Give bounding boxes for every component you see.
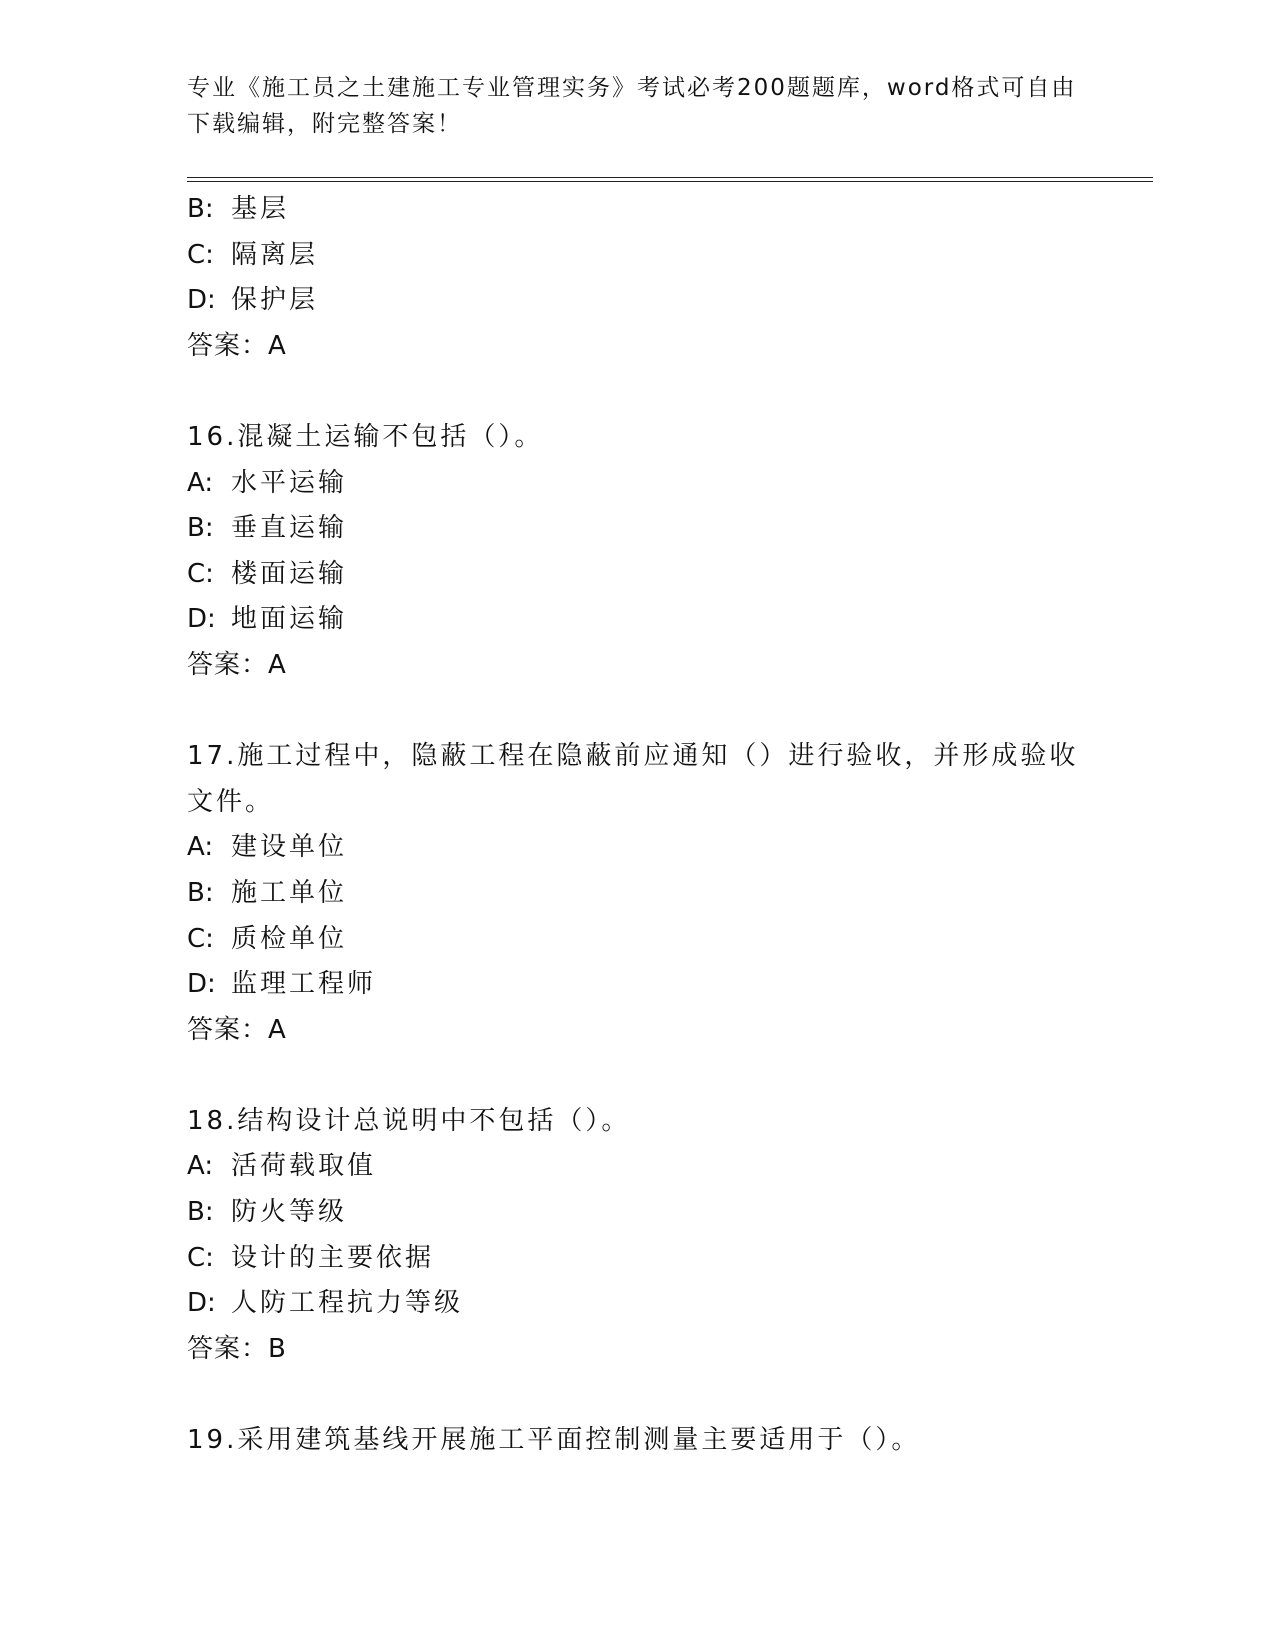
option-key: C: bbox=[187, 1242, 214, 1273]
option-text: 基层 bbox=[231, 194, 290, 224]
option-key: B: bbox=[187, 194, 214, 224]
question-stem: 19.采用建筑基线开展施工平面控制测量主要适用于（）。 bbox=[187, 1425, 921, 1456]
option-text: 水平运输 bbox=[231, 467, 348, 498]
question-content bbox=[187, 187, 1147, 1464]
option-key: C: bbox=[187, 923, 214, 954]
option-text: 施工单位 bbox=[231, 877, 348, 908]
option-c bbox=[187, 1236, 1147, 1282]
answer-line: 答案：A bbox=[187, 1014, 287, 1045]
answer-line: 答案：B bbox=[187, 1333, 287, 1364]
option-text: 监理工程师 bbox=[231, 969, 377, 1000]
answer-line: 答案：A bbox=[187, 330, 287, 361]
option-key: A: bbox=[187, 467, 214, 498]
option-text: 质检单位 bbox=[231, 923, 348, 954]
option-text: 活荷载取值 bbox=[231, 1151, 377, 1182]
option-d bbox=[187, 597, 1147, 643]
option-text: 垂直运输 bbox=[231, 513, 348, 544]
spacer bbox=[187, 1053, 1147, 1099]
option-b bbox=[187, 1190, 1147, 1236]
question-stem: 17.施工过程中，隐蔽工程在隐蔽前应通知（）进行验收，并形成验收文件。 bbox=[187, 741, 1079, 817]
option-text: 建设单位 bbox=[231, 832, 348, 863]
spacer bbox=[187, 369, 1147, 415]
question-stem: 18.结构设计总说明中不包括（）。 bbox=[187, 1105, 631, 1136]
option-text: 地面运输 bbox=[231, 604, 348, 635]
spacer bbox=[187, 689, 1147, 735]
option-text: 楼面运输 bbox=[231, 558, 348, 589]
option-key: B: bbox=[187, 877, 214, 908]
option-text: 防火等级 bbox=[231, 1197, 348, 1228]
option-key: A: bbox=[187, 1151, 214, 1182]
option-c bbox=[187, 233, 1147, 279]
option-key: A: bbox=[187, 832, 214, 863]
option-text: 人防工程抗力等级 bbox=[231, 1288, 464, 1319]
option-text: 保护层 bbox=[231, 285, 319, 316]
option-key: D: bbox=[187, 1288, 216, 1319]
option-c bbox=[187, 552, 1147, 598]
option-d bbox=[187, 962, 1147, 1008]
option-text: 隔离层 bbox=[231, 239, 319, 270]
option-key: D: bbox=[187, 969, 216, 1000]
option-b bbox=[187, 506, 1147, 552]
option-a bbox=[187, 1144, 1147, 1190]
option-key: C: bbox=[187, 239, 214, 270]
question-stem: 16.混凝土运输不包括（）。 bbox=[187, 421, 544, 452]
option-b bbox=[187, 871, 1147, 917]
option-key: C: bbox=[187, 558, 214, 589]
option-c bbox=[187, 917, 1147, 963]
option-text: 设计的主要依据 bbox=[231, 1242, 435, 1273]
answer-line: 答案：A bbox=[187, 649, 287, 680]
option-d bbox=[187, 278, 1147, 324]
page-header-title: 专业《施工员之土建施工专业管理实务》考试必考200题题库，word格式可自由下载编辑，附完整答案！ bbox=[187, 75, 1077, 137]
header-divider bbox=[187, 177, 1153, 182]
option-d bbox=[187, 1281, 1147, 1327]
option-b bbox=[187, 187, 1147, 233]
option-a bbox=[187, 461, 1147, 507]
option-key: D: bbox=[187, 285, 216, 316]
option-key: B: bbox=[187, 1197, 214, 1228]
option-key: D: bbox=[187, 604, 216, 635]
option-a bbox=[187, 825, 1147, 871]
spacer bbox=[187, 1372, 1147, 1418]
option-key: B: bbox=[187, 513, 214, 544]
